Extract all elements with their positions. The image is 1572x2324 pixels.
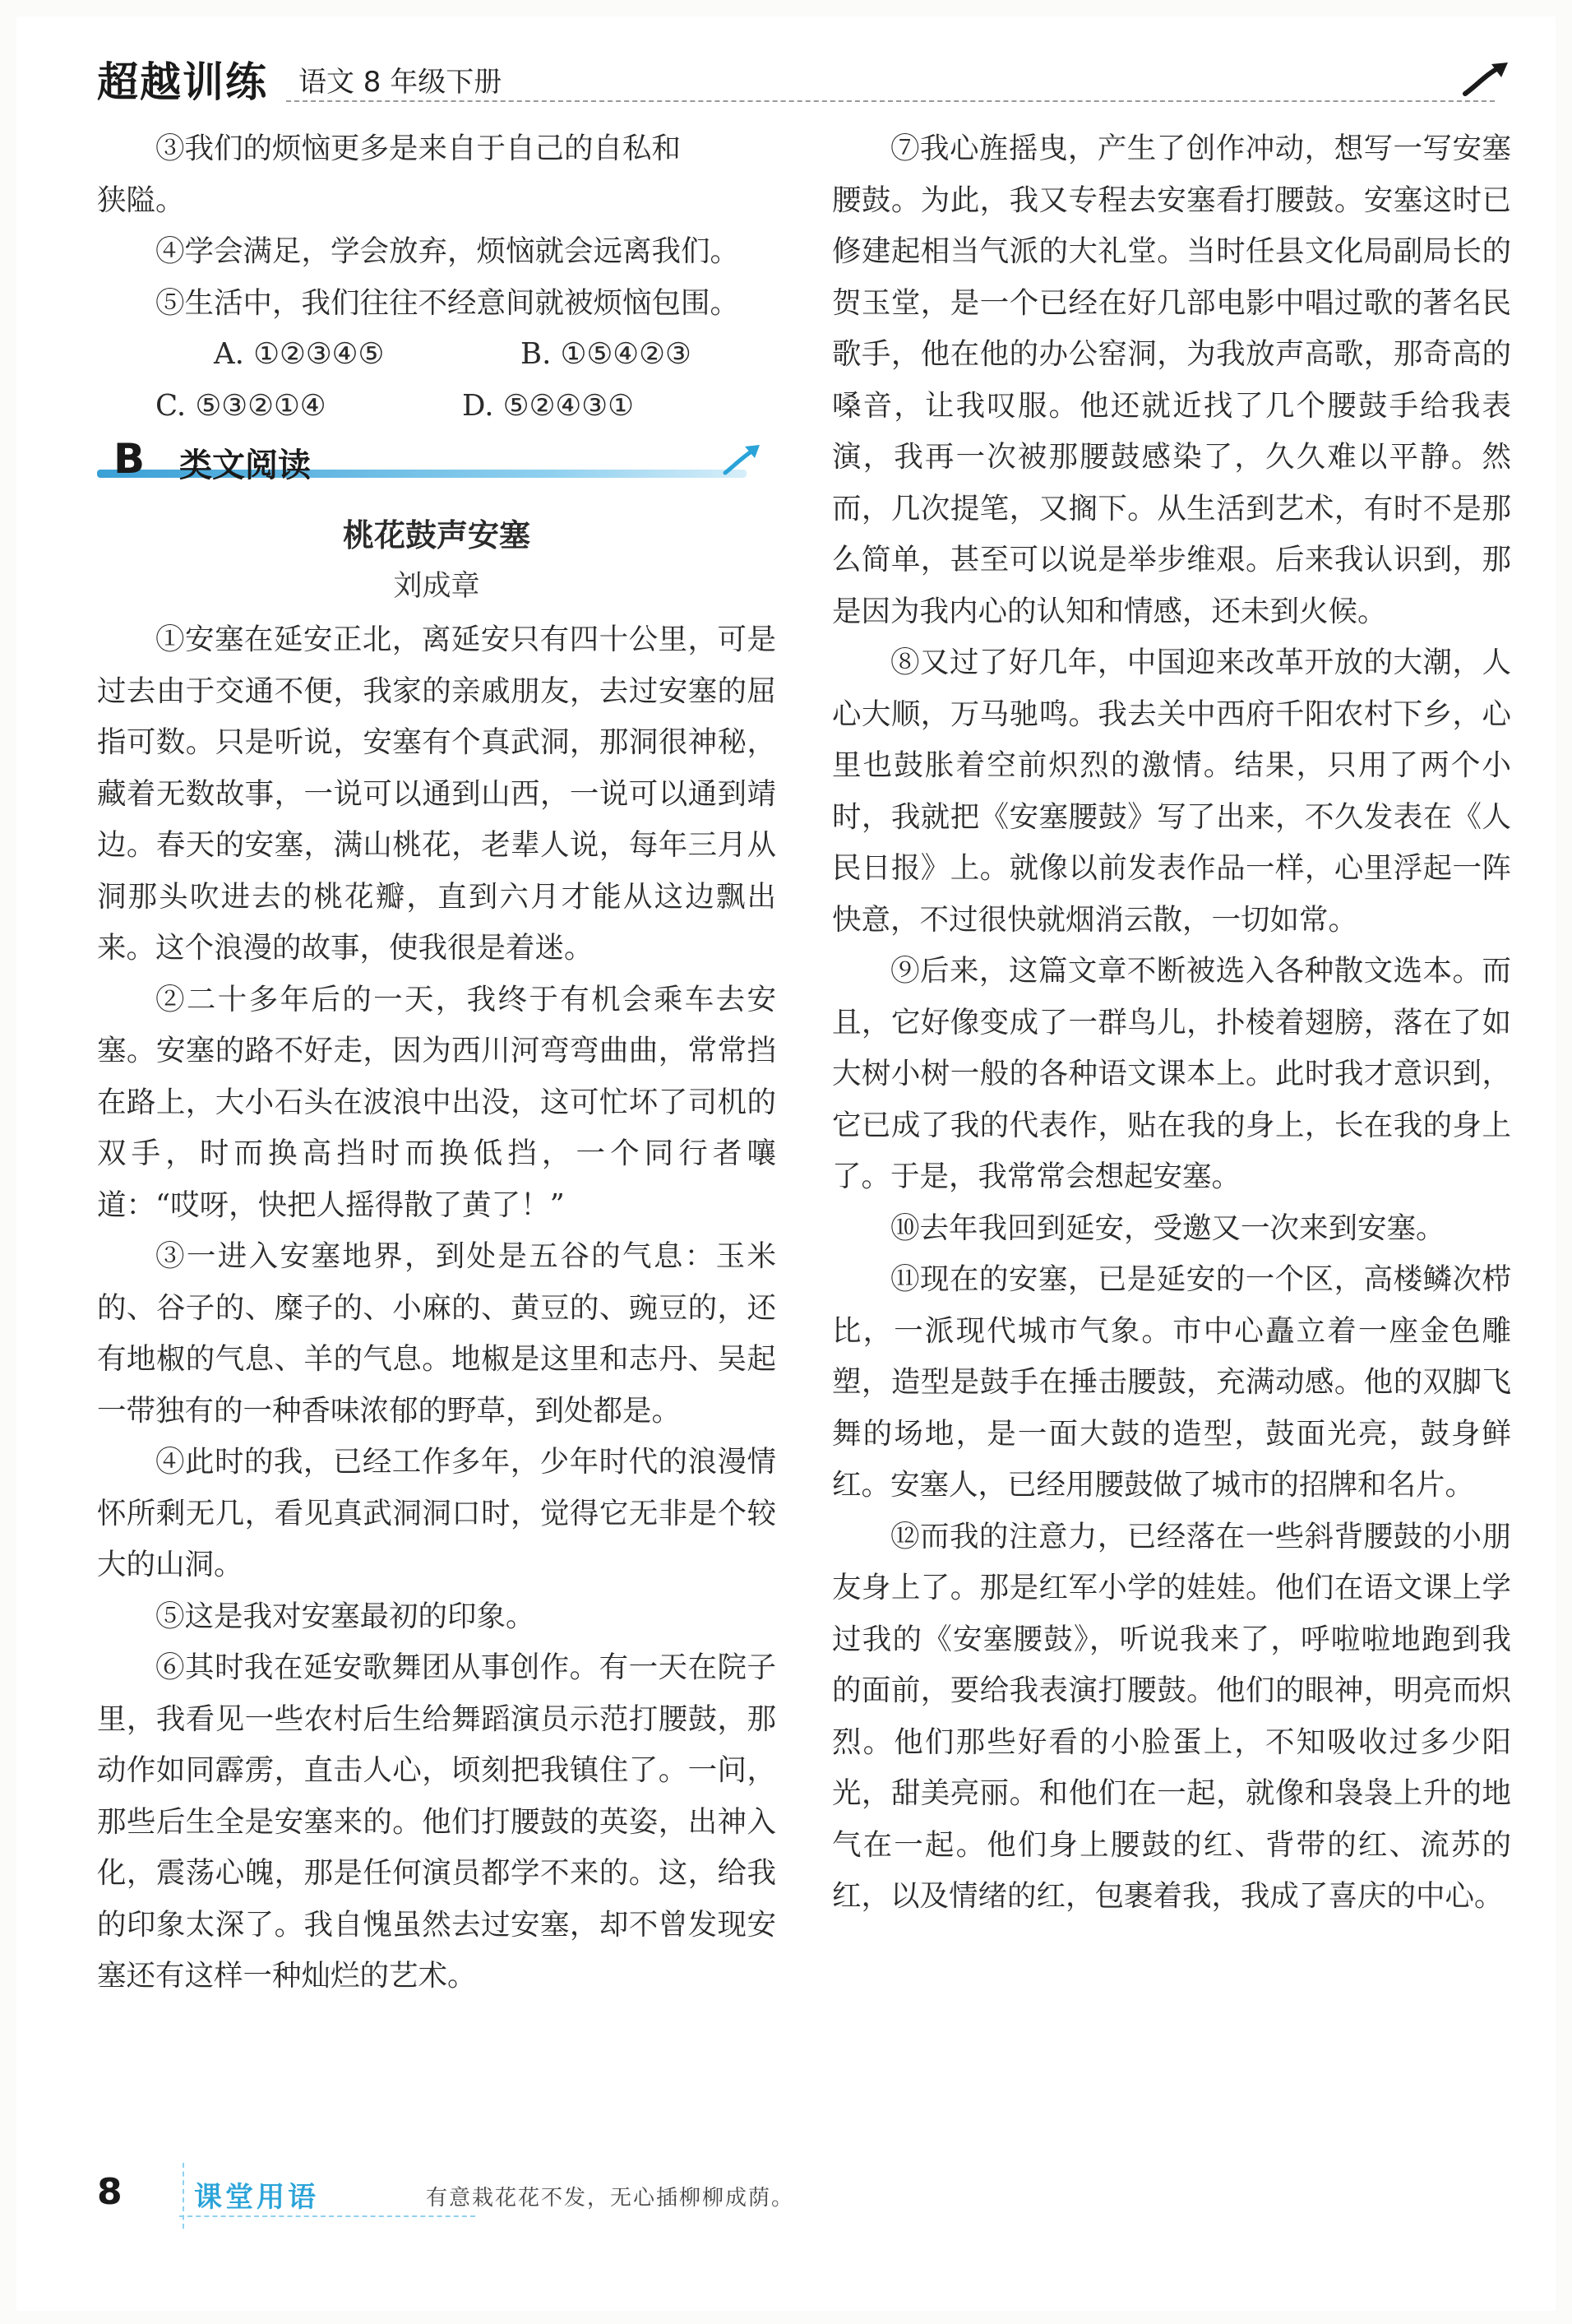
paragraph: ⑥其时我在延安歌舞团从事创作。有一天在院子里，我看见一些农村后生给舞蹈演员示范打腰鼓，那动作如同霹雳，直击人心，顷刻把我镇住了。一问，那些后生全是安塞来的。他们打腰鼓的英姿，出神入化，震荡心魄，那是任何演员都学不来的。这，给我的印象太深了。我自愧虽然去过安塞，却不曾发现安塞还有这样一种灿烂的艺术。 — [97, 1650, 776, 1993]
paragraph: ⑩去年我回到延安，受邀又一次来到安塞。 — [890, 1211, 1445, 1245]
choice-d: D. ⑤②④③① — [462, 388, 634, 423]
right-column — [832, 123, 1511, 1923]
option-line: ③我们的烦恼更多是来自于自己的自私和 — [155, 132, 682, 165]
paragraph: ⑪现在的安塞，已是延安的一个区，高楼鳞次栉比，一派现代城市气象。市中心矗立着一座金色雕塑，造型是鼓手在捶击腰鼓，充满动感。他的双脚飞舞的场地，是一面大鼓的造型，鼓面光亮，鼓身鲜红。安塞人，已经用腰鼓做了城市的招牌和名片。 — [832, 1262, 1511, 1502]
choice-row — [97, 381, 776, 433]
option-line: ⑤生活中，我们往往不经意间就被烦恼包围。 — [155, 285, 740, 320]
paragraph: ⑧又过了好几年，中国迎来改革开放的大潮，人心大顺，万马驰鸣。我去关中西府千阳农村下乡，心里也鼓胀着空前炽烈的激情。结果，只用了两个小时，我就把《安塞腰鼓》写了出来，不久发表在《人民日报》上。就像以前发表作品一样，心里浮起一阵快意，不过很快就烟消云散，一切如常。 — [832, 646, 1511, 937]
page-footer — [97, 2171, 1511, 2229]
option-line: 狭隘。 — [97, 183, 185, 217]
section-header — [97, 433, 776, 504]
brand-title: 超越训练 — [97, 58, 268, 106]
paragraph: ④此时的我，已经工作多年，少年时代的浪漫情怀所剩无几，看见真武洞洞口时，觉得它无非是个较大的山洞。 — [97, 1445, 776, 1581]
header-divider — [286, 100, 1495, 102]
left-column — [97, 123, 776, 2002]
paragraph: ③一进入安塞地界，到处是五谷的气息：玉米的、谷子的、糜子的、小麻的、黄豆的、豌豆的，还有地椒的气息、羊的气息。地椒是这里和志丹、吴起一带独有的一种香味浓郁的野草，到处都是。 — [97, 1239, 776, 1428]
choice-b: B. ①⑤④②③ — [520, 337, 691, 371]
article-title: 桃花鼓声安塞 — [342, 516, 530, 553]
section-letter: B — [113, 435, 146, 483]
paragraph: ②二十多年后的一天，我终于有机会乘车去安塞。安塞的路不好走，因为西川河弯弯曲曲，常常挡在路上，大小石头在波浪中出没，这可忙坏了司机的双手，时而换高挡时而换低挡，一个同行者嚷道：“哎呀，快把人摇得散了黄了！” — [97, 982, 776, 1222]
paragraph: ⑤这是我对安塞最初的印象。 — [155, 1599, 535, 1633]
page-number: 8 — [97, 2171, 123, 2213]
subject-label: 语文 8 年级下册 — [298, 66, 502, 99]
choice-c: C. ⑤③②①④ — [155, 388, 326, 423]
choice-a: A. ①②③④⑤ — [214, 337, 385, 371]
page-header — [97, 49, 1511, 107]
footer-tag: 课堂用语 — [194, 2181, 319, 2214]
paragraph: ⑫而我的注意力，已经落在一些斜背腰鼓的小朋友身上了。那是红军小学的娃娃。他们在语文课上学过我的《安塞腰鼓》，听说我来了，呼啦啦地跑到我的面前，要给我表演打腰鼓。他们的眼神，明亮而炽烈。他们那些好看的小脸蛋上，不知吸收过多少阳光，甜美亮丽。和他们在一起，就像和袅袅上升的地气在一起。他们身上腰鼓的红、背带的红、流苏的红，以及情绪的红，包裹着我，我成了喜庆的中心。 — [832, 1519, 1511, 1913]
section-title: 类文阅读 — [179, 447, 311, 484]
swoosh-arrow-icon — [722, 442, 763, 478]
footer-rule — [179, 2215, 475, 2217]
paragraph: ①安塞在延安正北，离延安只有四十公里，可是过去由于交通不便，我家的亲戚朋友，去过安塞的屈指可数。只是听说，安塞有个真武洞，那洞很神秘，藏着无数故事，一说可以通到山西，一说可以通到靖边。春天的安塞，满山桃花，老辈人说，每年三月从洞那头吹进去的桃花瓣，直到六月才能从这边飘出来。这个浪漫的故事，使我很是着迷。 — [97, 623, 776, 965]
choice-row — [97, 329, 776, 381]
option-line: ④学会满足，学会放弃，烦恼就会远离我们。 — [155, 234, 740, 268]
footer-proverb: 有意栽花花不发，无心插柳柳成荫。 — [426, 2186, 795, 2211]
paragraph: ⑦我心旌摇曳，产生了创作冲动，想写一写安塞腰鼓。为此，我又专程去安塞看打腰鼓。安塞这时已修建起相当气派的大礼堂。当时任县文化局副局长的贺玉堂，是一个已经在好几部电影中唱过歌的著名民歌手，他在他的办公窑洞，为我放声高歌，那奇高的嗓音，让我叹服。他还就近找了几个腰鼓手给我表演，我再一次被那腰鼓感染了，久久难以平静。然而，几次提笔，又搁下。从生活到艺术，有时不是那么简单，甚至可以说是举步维艰。后来我认识到，那是因为我内心的认知和情感，还未到火候。 — [832, 132, 1511, 628]
paragraph: ⑨后来，这篇文章不断被选入各种散文选本。而且，它好像变成了一群鸟儿，扑棱着翅膀，落在了如大树小树一般的各种语文课本上。此时我才意识到，它已成了我的代表作，贴在我的身上，长在我的身上了。于是，我常常会想起安塞。 — [832, 954, 1511, 1193]
swoosh-arrow-icon — [1462, 58, 1511, 99]
footer-divider — [183, 2163, 184, 2229]
article-author: 刘成章 — [393, 570, 480, 603]
